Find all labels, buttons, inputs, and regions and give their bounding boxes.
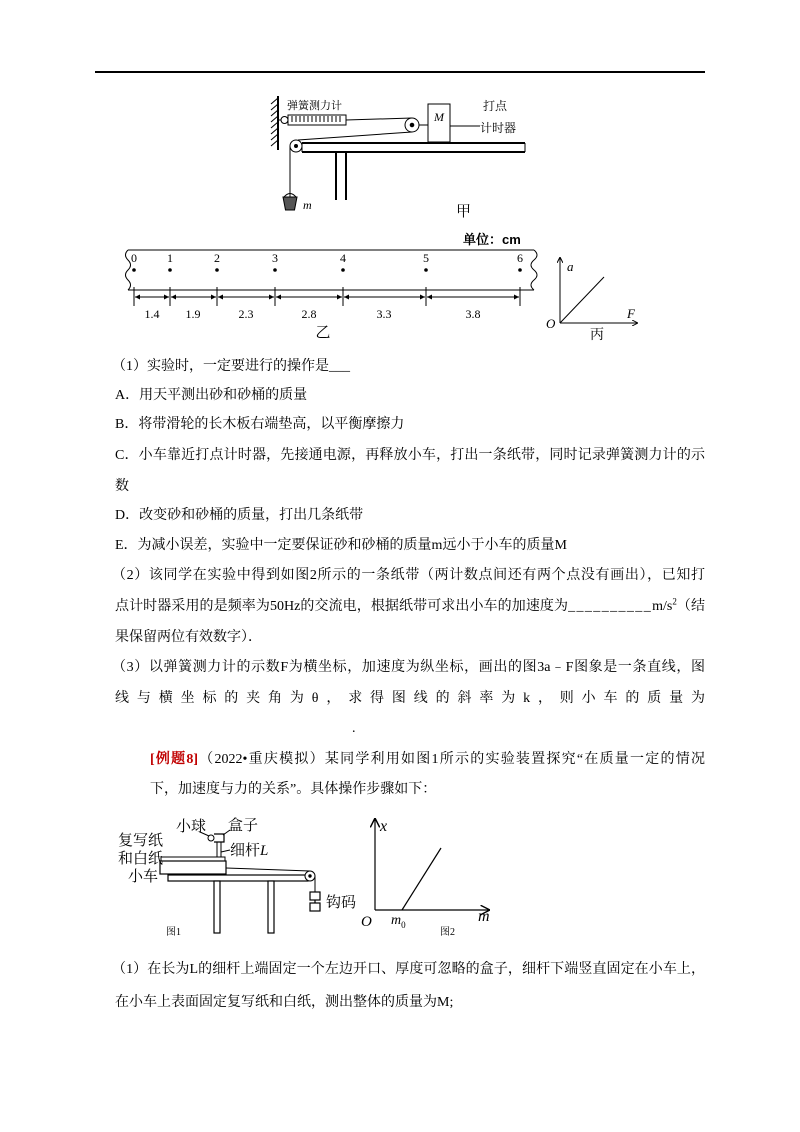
question3-line1: （3）以弹簧测力计的示数F为横坐标，加速度为纵坐标，画出的图3a﹣F图象是一条直线，图 [112,660,705,675]
long-board [302,143,525,152]
box [214,834,224,842]
x-axis-label: F [627,306,635,321]
spring-scale-label: 弹簧测力计 [287,100,342,112]
segment-label-4: 2.8 [301,307,317,321]
example8-line1-text: （2022•重庆模拟）某同学利用如图1所示的实验装置探究“在质量一定的情况 [198,752,705,767]
ball [208,835,214,841]
step1-line1: （1）在长为L的细杆上端固定一个左边开口、厚度可忽略的盒子，细杆下端竖直固定在小车上， [112,962,705,977]
table-top [168,875,308,881]
wall [271,96,278,150]
question2-line2-text: 点计时器采用的是频率为50Hz的交流电，根据纸带可求出小车的加速度为 [115,599,569,614]
bucket-label: m [303,198,312,212]
cart-label: 小车 [128,869,159,885]
figure1-apparatus [110,808,365,940]
unit-label: 单位：cm [463,232,521,247]
hook-weights [310,892,320,911]
point-label-3: 3 [272,251,278,265]
point-dot-6 [518,268,522,272]
question3-line2: 线与横坐标的夹角为θ，求得图线的斜率为k，则小车的质量为 [115,691,705,706]
figure-yi-tape [112,228,548,340]
question2-line3: 果保留两位有效数字）． [115,630,262,645]
timer-label-line1: 打点 [483,99,508,113]
intercept-symbol: m [391,913,402,928]
segment-label-2: 1.9 [185,307,201,321]
figure-jia-apparatus [258,92,530,220]
box-label: 盒子 [228,818,259,834]
point-dot-3 [273,268,277,272]
question1-answer-blank: ___ [329,359,350,374]
origin-label: O [546,316,556,331]
question2-line2-tail: （结 [676,599,706,614]
point-dot-2 [215,268,219,272]
segment-label-6: 3.8 [465,307,481,321]
paper-label-line1: 复写纸 [118,833,164,849]
timer-label-line2: 计时器 [480,121,517,135]
question2-answer-blank: __________ [568,599,653,614]
segment-label-3: 2.3 [238,307,254,321]
example8-line2: 下，加速度与力的关系”。具体操作步骤如下： [150,782,437,797]
tape-outline [126,250,538,290]
step1-line2: 在小车上表面固定复写纸和白纸，测出整体的质量为M; [115,995,454,1010]
point-label-0: 0 [131,251,137,265]
header-rule [95,71,705,73]
question2-line1: （2）该同学在实验中得到如图2所示的一条纸带（两计数点间还有两个点没有画出），已知打 [112,568,705,583]
intercept-label [391,913,406,930]
rod-label-text: 细杆 [230,843,261,859]
table-leg-right [268,881,274,933]
option-d: D．改变砂和砂桶的质量，打出几条纸带 [115,508,364,523]
segment-label-1: 1.4 [144,307,160,321]
question1-prompt [112,357,350,377]
graph-line [560,277,604,323]
car-pulley [405,118,419,132]
figure-bing-graph [540,250,645,345]
x-axis-label: m [478,908,490,925]
option-c-line2: 数 [115,479,129,494]
option-a: A．用天平测出砂和砂桶的质量 [115,388,308,403]
point-dot-0 [132,268,136,272]
point-label-5: 5 [423,251,429,265]
acceleration-unit: m/s [652,599,673,614]
point-label-1: 1 [167,251,173,265]
table-leg-left [214,881,220,933]
figure2-caption: 图2 [440,927,455,938]
board-pulley [290,140,302,152]
acceleration-unit-exponent: 2 [672,596,677,607]
rod-label [230,842,268,859]
question1-prompt-text: （1）实验时，一定要进行的操作是 [112,359,329,374]
pulley [305,871,315,881]
ball-label: 小球 [176,819,207,835]
point-label-2: 2 [214,251,220,265]
rod-symbol: L [260,843,269,859]
y-axis-label: a [567,259,574,274]
figure-bing-caption: 丙 [590,328,604,343]
question2-line2 [115,597,705,617]
cart [160,861,226,874]
option-b: B．将带滑轮的长木板右端垫高，以平衡摩擦力 [115,417,405,432]
example8-line1 [150,750,705,770]
car-label: M [434,110,444,124]
point-dot-5 [424,268,428,272]
board-leg [336,152,346,200]
figure1-caption: 图1 [166,927,181,938]
string [290,118,480,197]
option-e: E．为减小误差，实验中一定要保证砂和砂桶的质量m远小于小车的质量M [115,538,567,553]
weight-label: 钩码 [326,895,357,911]
count-point-dots [132,268,522,272]
point-label-6: 6 [517,251,523,265]
segment-label-5: 3.3 [376,307,392,321]
option-c-line1: C．小车靠近打点计时器，先接通电源，再释放小车，打出一条纸带，同时记录弹簧测力计的示 [115,448,705,463]
origin-label: O [361,914,372,930]
figure2-graph [355,812,495,938]
graph-line [402,848,441,910]
segment-length-labels [145,307,481,321]
question3-line3: . [352,721,356,736]
point-label-4: 4 [340,251,346,265]
intercept-subscript: 0 [401,920,406,930]
figure-jia-caption: 甲 [456,204,472,220]
example8-tag: [例题8] [150,752,199,767]
point-dot-1 [168,268,172,272]
count-point-labels [131,251,523,265]
figure-yi-caption: 乙 [315,325,331,341]
paper-label-line2: 和白纸 [118,851,164,867]
point-dot-4 [341,268,345,272]
y-axis-label: x [380,818,388,835]
spring-scale [278,115,346,125]
